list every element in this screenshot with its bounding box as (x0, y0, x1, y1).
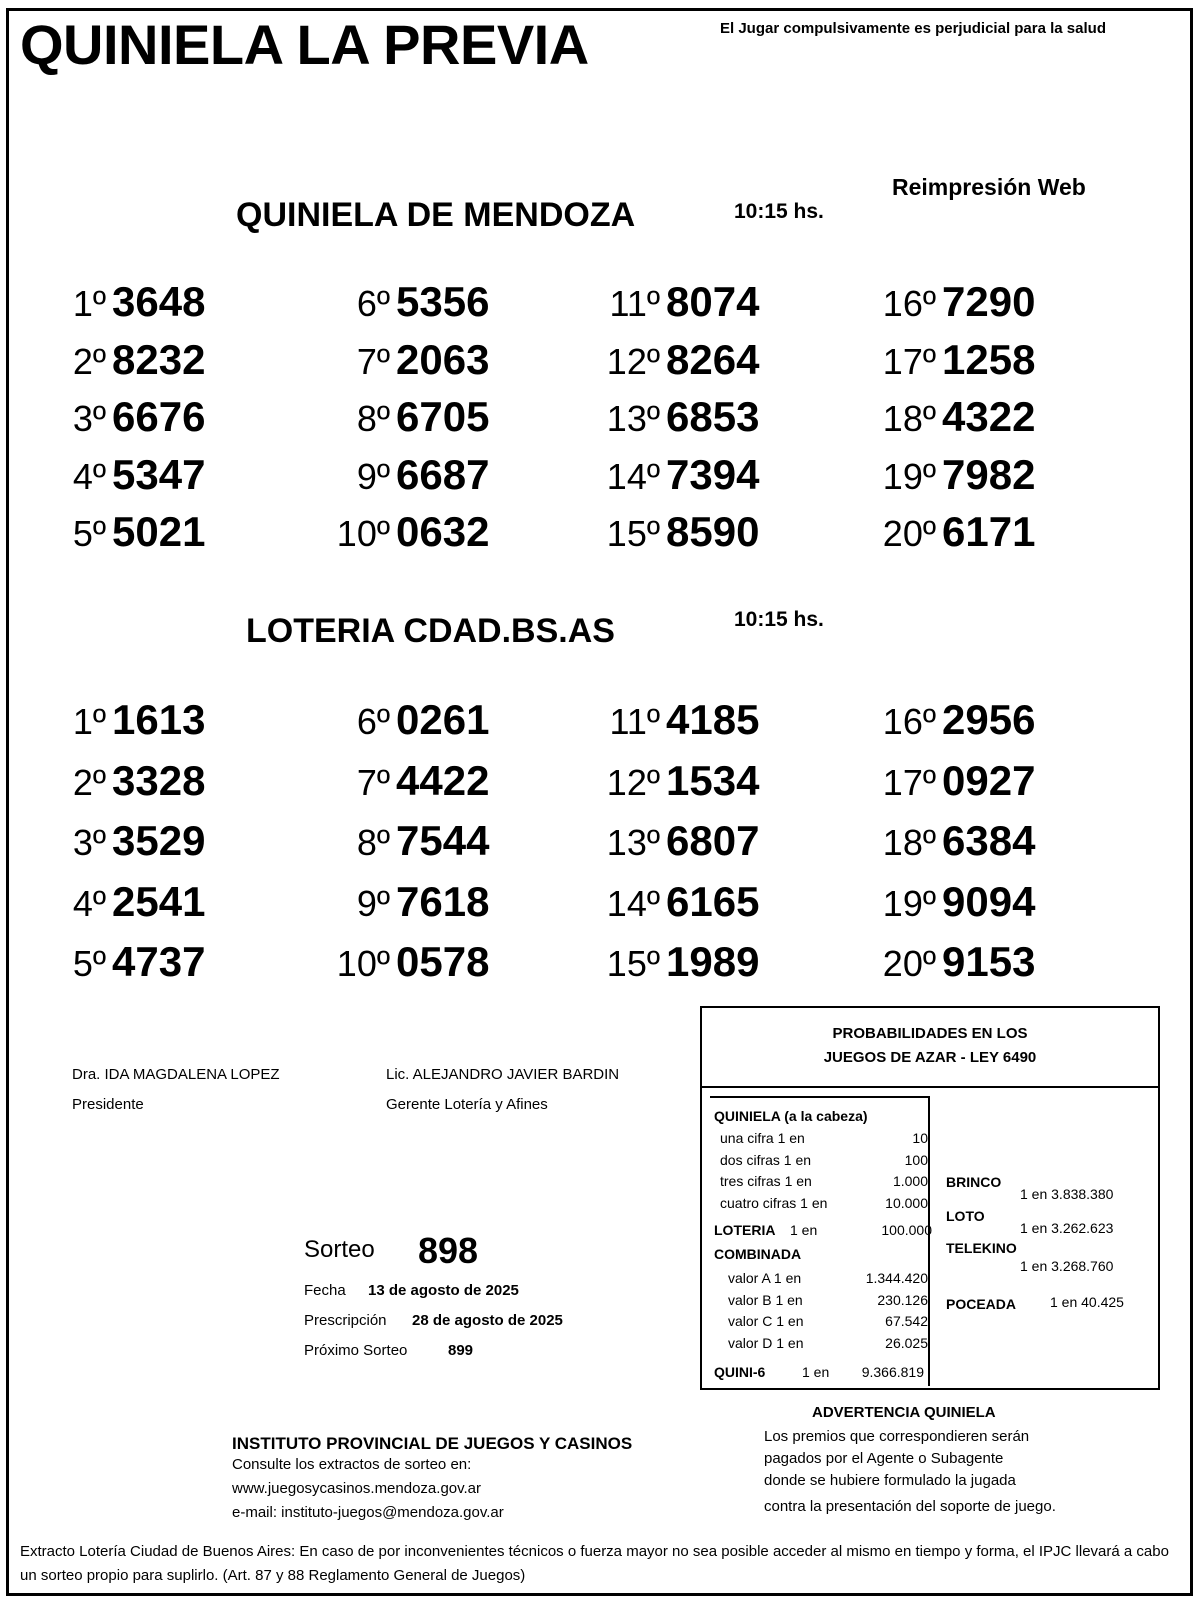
result-position: 9º (356, 882, 390, 924)
result-number: 7982 (942, 450, 1036, 498)
result-number: 3648 (112, 278, 206, 325)
result-number: 8074 (666, 278, 760, 325)
probabilities-title-line1: PROBABILIDADES EN LOS (832, 1025, 1028, 1042)
reprint-label: Reimpresión Web (892, 174, 1086, 200)
prescripcion-label: Prescripción (304, 1312, 387, 1329)
result-number: 2956 (942, 696, 1036, 743)
probabilities-header (702, 1008, 1158, 1088)
president-name: Dra. IDA MAGDALENA LOPEZ (72, 1066, 280, 1083)
result-number: 6705 (396, 393, 490, 440)
prob-row-label: valor C 1 en (728, 1313, 804, 1329)
result-position: 20º (882, 513, 936, 554)
mendoza-result-6 (326, 278, 489, 326)
bsas-result-19 (872, 878, 1035, 926)
result-number: 6384 (942, 817, 1036, 864)
mendoza-result-11 (596, 278, 759, 326)
result-position: 19º (882, 455, 936, 497)
result-position: 18º (882, 822, 936, 863)
quiniela-prob-label: QUINIELA (a la cabeza) (714, 1108, 868, 1124)
mendoza-draw-time: 10:15 hs. (734, 200, 824, 223)
mendoza-result-7 (326, 336, 489, 384)
mendoza-result-10 (326, 508, 489, 556)
result-number: 7618 (396, 877, 490, 925)
result-number: 1258 (942, 335, 1036, 383)
result-position: 15º (606, 513, 660, 554)
brinco-prob-label: BRINCO (946, 1174, 1002, 1190)
result-position: 20º (882, 943, 936, 984)
president-role: Presidente (72, 1096, 144, 1113)
result-position: 4º (72, 455, 106, 497)
mendoza-result-14 (596, 451, 759, 499)
mendoza-result-20 (872, 508, 1035, 556)
result-number: 9094 (942, 877, 1036, 925)
result-number: 1534 (666, 756, 760, 804)
bsas-result-13 (596, 817, 759, 865)
bsas-result-16 (872, 696, 1035, 744)
result-number: 0927 (942, 756, 1036, 804)
result-number: 1613 (112, 696, 206, 743)
mendoza-result-4 (62, 451, 205, 499)
bsas-result-5 (62, 938, 205, 986)
result-position: 2º (72, 340, 106, 382)
result-position: 17º (882, 761, 936, 803)
health-warning: El Jugar compulsivamente es perjudicial para la salud (720, 20, 1106, 37)
result-number: 6676 (112, 393, 206, 440)
prob-row-value: 10 (912, 1130, 928, 1146)
result-number: 6807 (666, 817, 760, 864)
bsas-result-10 (326, 938, 489, 986)
mendoza-result-18 (872, 393, 1035, 441)
prob-row-value: 100 (904, 1151, 928, 1168)
brinco-prob-value: 1 en 3.838.380 (1020, 1186, 1114, 1202)
bsas-result-1 (62, 696, 205, 744)
prob-row-label: valor D 1 en (728, 1334, 804, 1351)
result-position: 10º (336, 943, 390, 984)
telekino-prob-value: 1 en 3.268.760 (1020, 1258, 1114, 1274)
loteria-prob-mid: 1 en (790, 1222, 818, 1238)
result-position: 15º (606, 943, 660, 984)
bsas-section-title: LOTERIA CDAD.BS.AS (246, 612, 615, 650)
probabilities-title-line2: JUEGOS DE AZAR - LEY 6490 (823, 1049, 1037, 1066)
mendoza-result-5 (62, 508, 205, 556)
result-position: 11º (609, 701, 660, 742)
result-position: 5º (72, 513, 106, 554)
prob-row-value: 230.126 (877, 1291, 928, 1308)
result-position: 11º (609, 283, 660, 324)
fecha-label: Fecha (304, 1282, 346, 1299)
result-number: 7290 (942, 278, 1036, 325)
manager-role: Gerente Lotería y Afines (386, 1096, 548, 1113)
result-position: 19º (882, 882, 936, 924)
advertencia-line1: Los premios que correspondieren serán (764, 1428, 1030, 1445)
result-number: 0578 (396, 938, 490, 985)
result-position: 13º (606, 398, 660, 439)
result-number: 4185 (666, 696, 760, 743)
quini6-prob-value: 9.366.819 (861, 1364, 924, 1380)
result-number: 5021 (112, 508, 206, 555)
result-position: 8º (356, 398, 390, 439)
mendoza-result-9 (326, 451, 489, 499)
telekino-prob-label: TELEKINO (946, 1240, 1017, 1256)
manager-name: Lic. ALEJANDRO JAVIER BARDIN (386, 1066, 620, 1083)
quini6-prob-mid: 1 en (802, 1364, 830, 1380)
bsas-result-9 (326, 878, 489, 926)
mendoza-result-19 (872, 451, 1035, 499)
result-number: 6165 (666, 877, 760, 925)
result-position: 12º (606, 340, 660, 382)
prescripcion-value: 28 de agosto de 2025 (412, 1312, 563, 1329)
probabilities-box (700, 1006, 1160, 1390)
bsas-draw-time: 10:15 hs. (734, 608, 824, 631)
bsas-result-18 (872, 817, 1035, 865)
result-number: 8264 (666, 335, 760, 383)
prob-row-value: 10.000 (885, 1194, 928, 1211)
result-number: 6687 (396, 450, 490, 498)
instituto-consult-line: Consulte los extractos de sorteo en: (232, 1456, 472, 1473)
advertencia-title: ADVERTENCIA QUINIELA (812, 1404, 996, 1421)
combinada-prob-label: COMBINADA (714, 1246, 802, 1262)
sorteo-label: Sorteo (304, 1236, 375, 1263)
poceada-prob-value: 1 en 40.425 (1050, 1294, 1124, 1310)
result-position: 5º (72, 943, 106, 984)
bsas-result-11 (596, 696, 759, 744)
result-number: 1989 (666, 938, 760, 985)
result-position: 8º (356, 822, 390, 863)
result-number: 5347 (112, 450, 206, 498)
result-number: 3529 (112, 817, 206, 864)
result-number: 2541 (112, 877, 206, 925)
prob-row-value: 26.025 (885, 1334, 928, 1351)
mendoza-result-1 (62, 278, 205, 326)
page-title: QUINIELA LA PREVIA (20, 13, 589, 76)
loteria-prob-label: LOTERIA (714, 1222, 776, 1238)
loto-prob-label: LOTO (946, 1208, 985, 1224)
result-number: 5356 (396, 278, 490, 325)
result-position: 1º (72, 701, 106, 742)
mendoza-result-16 (872, 278, 1035, 326)
poceada-prob-label: POCEADA (946, 1296, 1017, 1312)
result-position: 12º (606, 761, 660, 803)
fecha-value: 13 de agosto de 2025 (368, 1282, 519, 1299)
result-position: 14º (606, 882, 660, 924)
prob-row-label: cuatro cifras 1 en (720, 1194, 828, 1211)
footer-disclaimer: Extracto Lotería Ciudad de Buenos Aires: En caso de por inconvenientes técnicos o fuerza mayor no sea posible acceder al mismo en tiempo y forma, el IPJC llevará a cabo un sorteo propio para suplirlo. (Art. 87 y 88 Reglamento General de Juegos) (20, 1543, 1169, 1584)
advertencia-line2: pagados por el Agente o Subagente (764, 1450, 1004, 1467)
prob-row-label: valor B 1 en (728, 1291, 803, 1308)
proximo-label: Próximo Sorteo (304, 1342, 408, 1359)
result-number: 4737 (112, 938, 206, 985)
mendoza-result-13 (596, 393, 759, 441)
result-position: 7º (356, 340, 390, 382)
prob-row-value: 67.542 (885, 1313, 928, 1329)
quini6-prob-label: QUINI-6 (714, 1364, 766, 1380)
bsas-result-3 (62, 817, 205, 865)
result-position: 3º (72, 822, 106, 863)
sorteo-number: 898 (418, 1230, 479, 1271)
bsas-result-14 (596, 878, 759, 926)
prob-row-value: 1.000 (892, 1173, 928, 1189)
result-number: 8590 (666, 508, 760, 555)
result-position: 18º (882, 398, 936, 439)
bsas-result-6 (326, 696, 489, 744)
prob-row-label: valor A 1 en (728, 1270, 802, 1286)
result-number: 0632 (396, 508, 490, 555)
mendoza-result-12 (596, 336, 759, 384)
mendoza-result-3 (62, 393, 205, 441)
result-number: 7544 (396, 817, 490, 864)
result-position: 6º (356, 283, 390, 324)
result-position: 13º (606, 822, 660, 863)
result-position: 16º (882, 283, 936, 324)
result-position: 10º (336, 513, 390, 554)
result-position: 9º (356, 455, 390, 497)
result-position: 4º (72, 882, 106, 924)
mendoza-result-17 (872, 336, 1035, 384)
result-position: 2º (72, 761, 106, 803)
result-number: 3328 (112, 756, 206, 804)
mendoza-result-2 (62, 336, 205, 384)
instituto-website: www.juegosycasinos.mendoza.gov.ar (232, 1480, 482, 1497)
result-position: 1º (72, 283, 106, 324)
result-position: 7º (356, 761, 390, 803)
result-position: 6º (356, 701, 390, 742)
advertencia-line3: donde se hubiere formulado la jugada (764, 1472, 1016, 1489)
result-position: 17º (882, 340, 936, 382)
result-position: 16º (882, 701, 936, 742)
bsas-result-15 (596, 938, 759, 986)
result-number: 7394 (666, 450, 760, 498)
prob-row-value: 1.344.420 (865, 1270, 928, 1286)
result-number: 8232 (112, 335, 206, 383)
result-number: 6853 (666, 393, 760, 440)
instituto-email: e-mail: instituto-juegos@mendoza.gov.ar (232, 1504, 504, 1521)
bsas-result-2 (62, 757, 205, 805)
result-number: 6171 (942, 508, 1036, 555)
bsas-result-8 (326, 817, 489, 865)
prob-row-label: tres cifras 1 en (720, 1173, 812, 1189)
result-number: 9153 (942, 938, 1036, 985)
bsas-result-4 (62, 878, 205, 926)
bsas-result-7 (326, 757, 489, 805)
mendoza-result-15 (596, 508, 759, 556)
bsas-result-12 (596, 757, 759, 805)
loteria-prob-value: 100.000 (881, 1222, 932, 1238)
bsas-result-17 (872, 757, 1035, 805)
advertencia-line4: contra la presentación del soporte de juego. (764, 1498, 1056, 1515)
proximo-value: 899 (448, 1342, 474, 1359)
result-number: 0261 (396, 696, 490, 743)
instituto-name: INSTITUTO PROVINCIAL DE JUEGOS Y CASINOS (232, 1434, 633, 1453)
result-number: 2063 (396, 335, 490, 383)
result-position: 3º (72, 398, 106, 439)
loto-prob-value: 1 en 3.262.623 (1020, 1220, 1114, 1236)
result-number: 4422 (396, 756, 490, 804)
prob-row-label: dos cifras 1 en (720, 1151, 812, 1168)
result-position: 14º (606, 455, 660, 497)
prob-row-label: una cifra 1 en (720, 1130, 805, 1146)
result-number: 4322 (942, 393, 1036, 440)
bsas-result-20 (872, 938, 1035, 986)
mendoza-result-8 (326, 393, 489, 441)
mendoza-section-title: QUINIELA DE MENDOZA (236, 196, 636, 234)
